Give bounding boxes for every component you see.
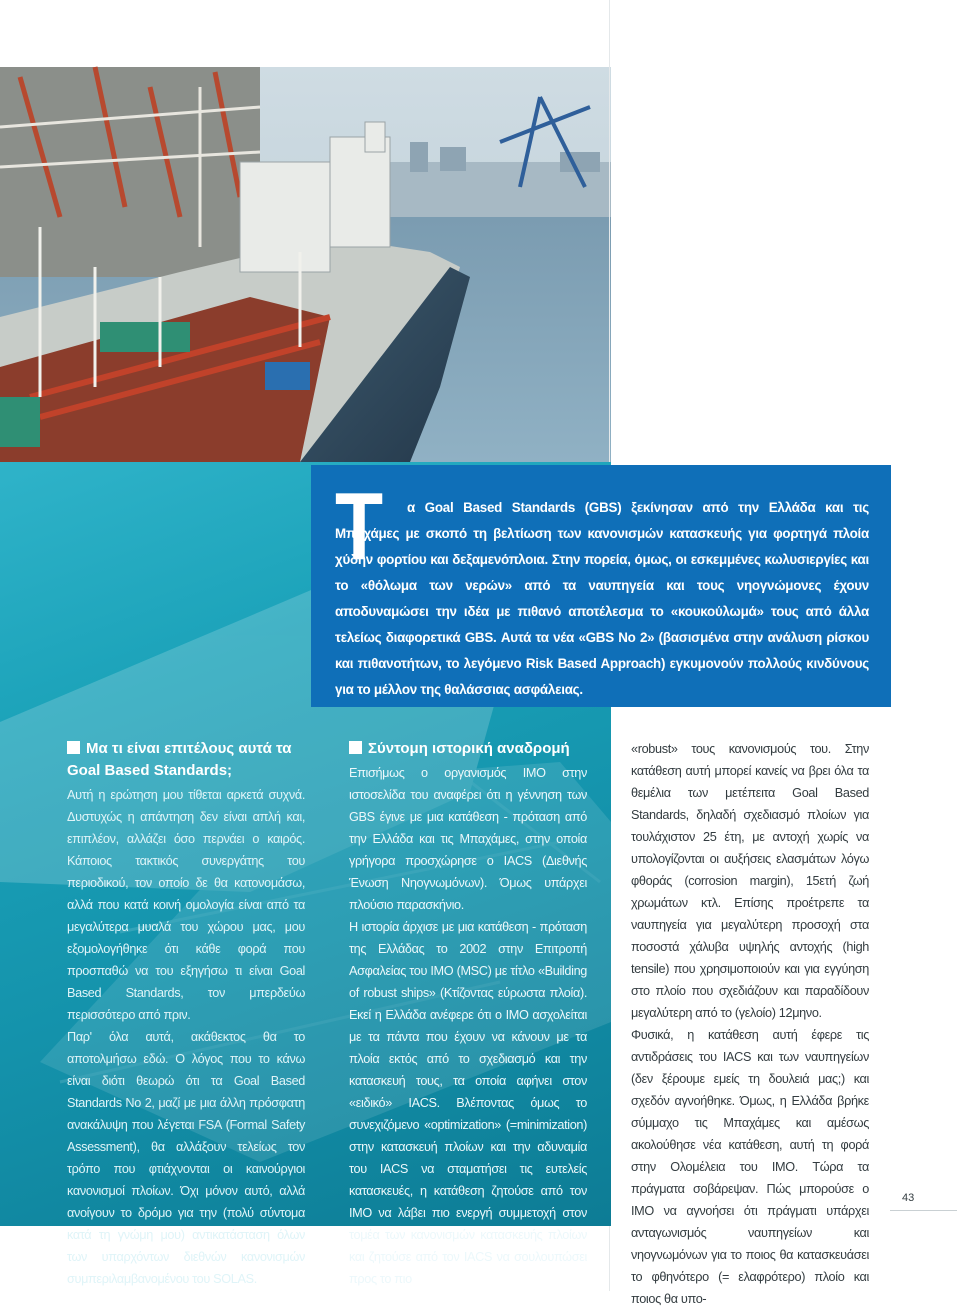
heading-text: Σύντομη ιστορική αναδρομή [368, 740, 570, 757]
page-number-rule [890, 1210, 957, 1211]
heading-square-icon [67, 741, 80, 754]
paragraph: Αυτή η ερώτηση μου τίθεται αρκετά συχνά. Δυστυχώς η απάντηση δεν είναι απλή και, επιπλέον, αλλάζει όσο περνάει ο καιρός. Κάποιος τακτικός συνεργάτης του περιοδικού, τον οποίο δε θα κατονομάσω, αλλά που κατά κοινή ομολογία είναι από τα μεγαλύτερα μυαλά του χώρου μας, μου εξομολογήθηκε ότι κάθε φορά που προσπαθώ να του εξηγήσω τι είναι Goal Based Standards, τον μπερδεύω περισσότερο από πριν. [67, 788, 305, 1022]
paragraph: Επισήμως ο οργανισμός IMO στην ιστοσελίδα του αναφέρει ότι η γέννηση των GBS έγινε με μια κατάθεση - πρόταση από την Ελλάδα και τις Μπαχάμες, στην οποία γρήγορα προσχώρησε ο IACS (Διεθνής Ένωση Νηογνωμόνων). Όμως υπάρχει πλούσιο παρασκήνιο. [349, 766, 587, 912]
section-heading-goal-based-standards [67, 738, 305, 782]
paragraph: Η ιστορία άρχισε με μια κατάθεση - πρόταση της Ελλάδας το 2002 στην Επιτροπή Ασφαλείας του IMO (MSC) με τίτλο «Building of robust ships» (Κτίζοντας εύρωστα πλοία). Εκεί η Ελλάδα ανέφερε ότι ο IMO ασχολείται με τα πάντα που έχουν να κάνουν με τα πλοία εκτός από το σχεδιασμό και την κατασκευή τους, τα οποία αφήνει στον «ειδικό» IACS. Βλέποντας όμως το συνεχιζόμενο «optimization» (=minimization) στην κατασκευή πλοίων και την αδυναμία του IACS να σταματήσει τις ευτελείς κατασκευές, η κατάθεση ζητούσε από τον IMO να λάβει πιο ενεργή συμμετοχή στον τομέα των κανονισμών κατασκευής πλοίων και ζητούσε από τον IACS να σουλουπώσει προς το πιο [349, 920, 587, 1286]
drop-cap: Τ [335, 473, 384, 580]
intro-text: α Goal Based Standards (GBS) ξεκίνησαν από την Ελλάδα και τις Μπαχάμες με σκοπό τη βελτίωση των κανονισμών κατασκευής για φορτηγά πλοία χύδην φορτίου και δεξαμενόπλοια. Στην πορεία, όμως, οι εσκεμμένες κωλυσιεργίες και το «θόλωμα των νερών» από τα ναυπηγεία και τους νηογνώμονες έχουν αποδυναμώσει την ιδέα με πιθανό αποτέλεσμα το «κουκούλωμά» τους από άλλα τελείως διαφορετικά GBS. Αυτά τα νέα «GBS No 2» (βασισμένα στην ανάλυση ρίσκου και πιθανοτήτων, το λεγόμενο Risk Based Approach) εγκυμονούν πολλούς κινδύνους για το μέλλον της θαλάσσιας ασφάλειας. [335, 500, 869, 697]
shipyard-photo [0, 67, 611, 462]
page-number: 43 [902, 1192, 915, 1204]
column-3 [631, 738, 869, 1310]
intro-box [311, 465, 891, 707]
heading-square-icon [349, 741, 362, 754]
column-1 [67, 738, 305, 1290]
paragraph: «robust» τους κανονισμούς του. Στην κατάθεση αυτή μπορεί κανείς να βρει όλα τα θεμέλια των μετέπειτα Goal Based Standards, δηλαδή σχεδιασμό πλοίων για τουλάχιστον 25 έτη, με αντοχή χωρίς να υπολογίζονται οι αυξήσεις ελασμάτων λόγω φθοράς (corrosion margin), 15ετή ζωή χρωμάτων κτλ. Επίσης προέτρεπε τα ναυπηγεία για μεγαλύτερη προσοχή στα ποσοστά χάλυβα υψηλής αντοχής (high tensile) που χρησιμοποιούν και για εγγύηση στο πλοίο που σχεδιάζουν και παραδίδουν μεγαλύτερη από το (γελοίο) 12μηνο. [631, 742, 869, 1020]
column-2 [349, 738, 587, 1290]
paragraph: Παρ' όλα αυτά, ακάθεκτος θα το αποτολμήσω εδώ. Ο λόγος που το κάνω είναι διότι θεωρώ ότι τα Goal Based Standards No 2, μαζί με μια άλλη πρόσφατη ανακάλυψη που λέγεται FSA (Formal Safety Assessment), θα αλλάξουν τελείως τον τρόπο που φτιάχνονται οι καινούργιοι κανονισμοί πλοίων. Όχι μόνον αυτό, αλλά ανοίγουν το δρόμο για την (πολύ σύντομα κατά τη γνώμη μου) αντικατάσταση όλων των υπαρχόντων διεθνών κανονισμών συμπεριλαμβανομένου του SOLAS. [67, 1030, 305, 1286]
paragraph: Φυσικά, η κατάθεση αυτή έφερε τις αντιδράσεις του IACS και των ναυπηγείων (δεν ξέρουμε εμείς τη δουλειά μας;) και σχεδόν αγνοήθηκε. Όμως, η Ελλάδα βρήκε σύμμαχο τις Μπαχάμες και αμέσως ακολούθησε νέα κατάθεση, αυτή τη φορά στην Ολομέλεια του IMO. Τώρα τα πράγματα σοβάρεψαν. Πώς μπορούσε ο IMO να αγνοήσει ότι πράγματι υπάρχει ανταγωνισμός ναυπηγείων και νηογνωμόνων για το ποιος θα κατασκευάσει το φθηνότερο (= ελαφρότερο) πλοίο και ποιος θα υπο- [631, 1028, 869, 1306]
section-heading-history [349, 738, 587, 760]
heading-text: Μα τι είναι επιτέλους αυτά τα Goal Based Standards; [67, 740, 292, 779]
